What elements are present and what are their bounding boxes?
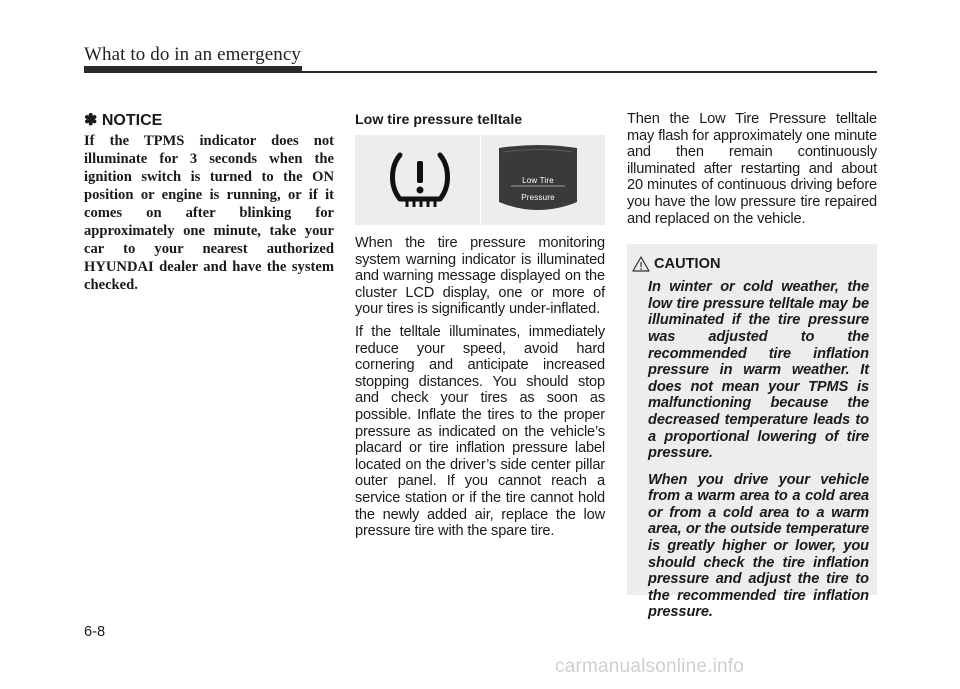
figure-divider [480,135,481,225]
notice-heading: ✽ NOTICE [84,112,163,129]
page-header-title: What to do in an emergency [84,44,301,65]
header-rule [84,71,877,73]
notice-column [84,111,334,294]
caution-label: CAUTION [654,255,721,272]
notice-body: If the TPMS indicator does not illuminate for 3 seconds when the ignition switch is turned to the ON position or engine is running, or if it comes on after blinking for approximately one minute, take your car to your nearest authorized HYUNDAI dealer and have the system checked. [84,133,334,293]
flash-paragraph: Then the Low Tire Pressure telltale may flash for approximately one minute and then remain continuously illuminated after restarting and about 20 minutes of continuous driving before you have the low pressure tire repaired and replaced on the vehicle. [627,111,877,227]
caution-column [627,111,877,621]
page-number: 6-8 [84,624,106,640]
watermark: carmanualsonline.info [555,656,745,677]
telltale-column [355,111,605,546]
caution-text-1: In winter or cold weather, the low tire pressure telltale may be illuminated if the tire pressure was adjusted to the recommended tire inflation pressure in warm weather. It does not mean your TPMS is malfunctioning because the decreased temperature leads to a proportional lowering of tire pressure. [648,279,869,462]
telltale-figure [355,135,605,225]
tire-pressure-warning-icon [388,149,452,209]
telltale-paragraph-2: If the telltale illuminates, immediately reduce your speed, avoid hard cornering and anticipate increased stopping distances. You should stop and check your tires as soon as possible. Inflate the tires to the proper pressure as indicated on the vehicle’s placard or tire inflation pressure label located on the driver’s side center pillar outer panel. If you cannot reach a service station or if the tire cannot hold the newly added air, replace the low pressure tire with the spare tire. [355,323,605,540]
telltale-heading: Low tire pressure telltale [355,112,523,128]
telltale-paragraph-1: When the tire pressure monitoring system warning indicator is illuminated and warning message displayed on the cluster LCD display, one or more of your tires is significantly under-inflated. [355,235,605,318]
cluster-text-pressure: Pressure [521,193,555,202]
caution-text-2: When you drive your vehicle from a warm area to a cold area or from a cold area to a warm area, or the outside temperature is greatly higher or lower, you should check the tire inflation pressure and adjust the tire to the recommended tire inflation pressure. [648,471,869,621]
caution-header [648,254,869,273]
cluster-text-low-tire: Low Tire [522,176,554,185]
caution-box [627,244,877,621]
warning-triangle-icon [632,256,650,272]
